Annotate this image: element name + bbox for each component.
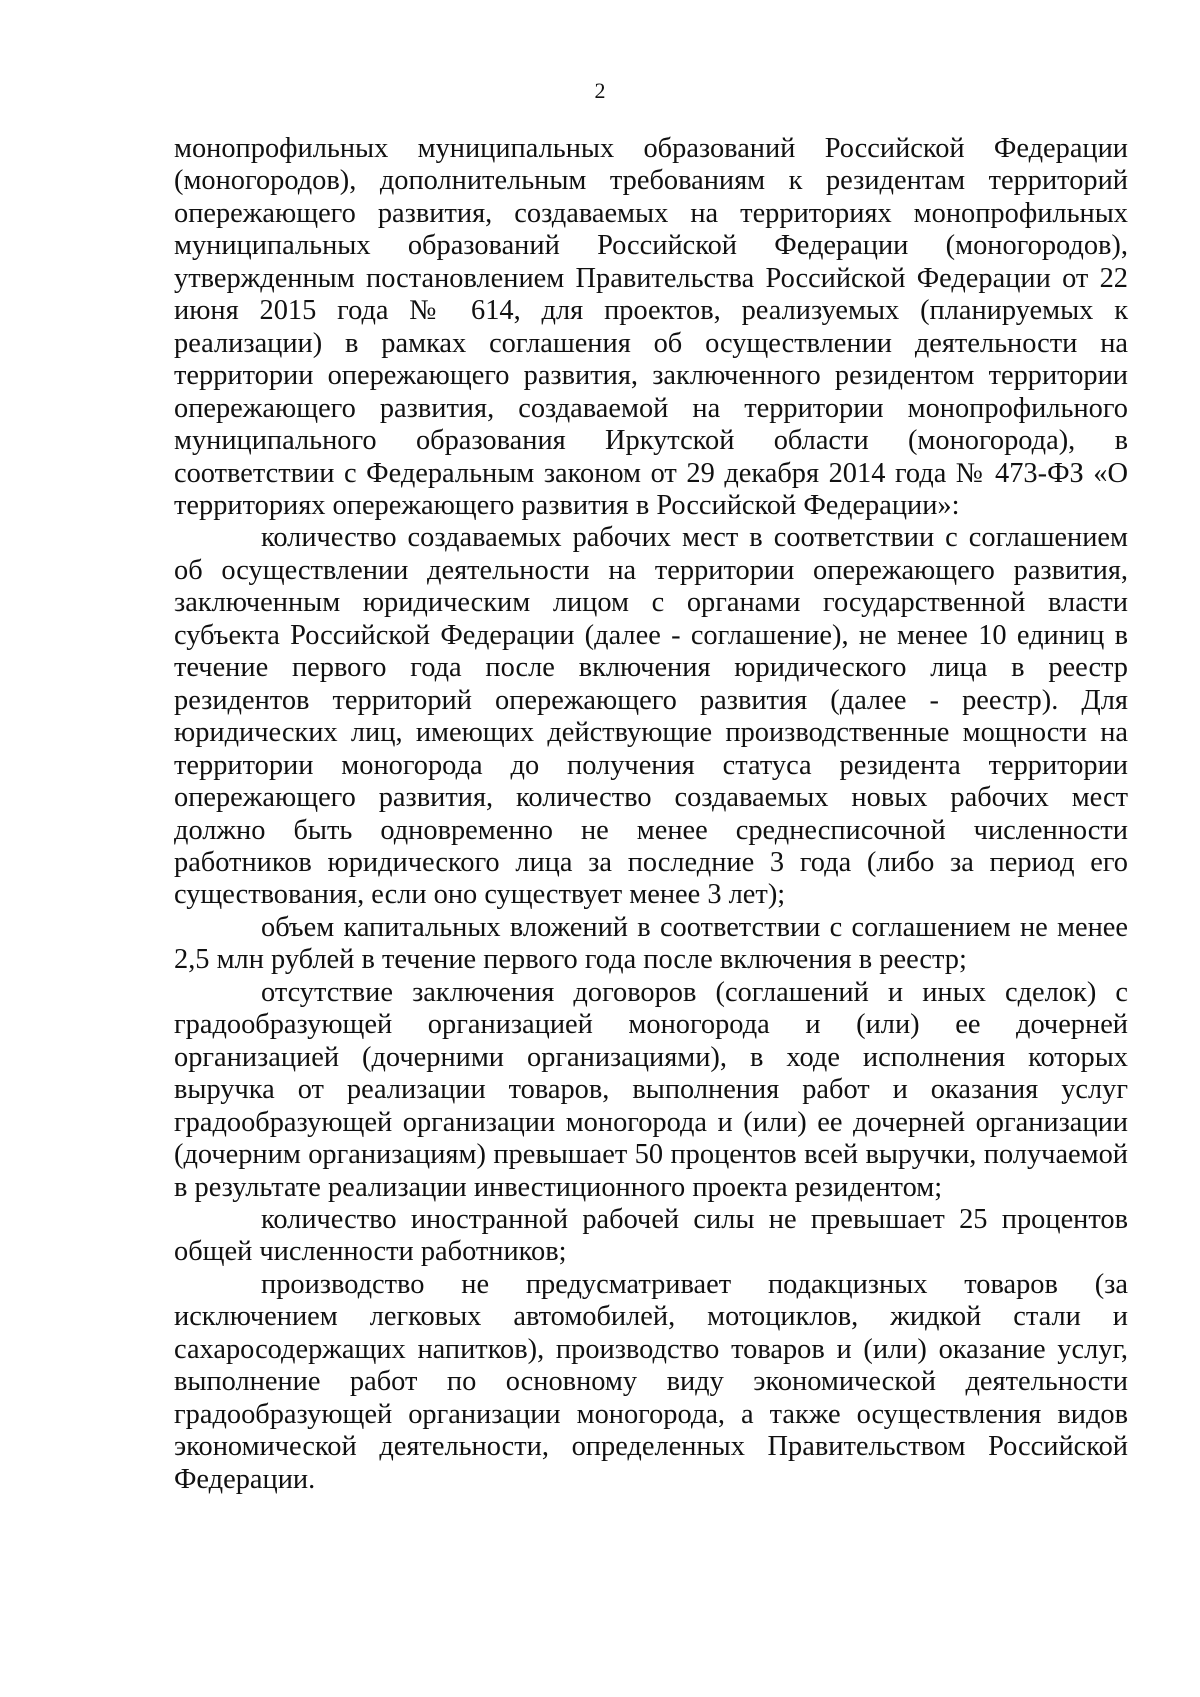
paragraph-jobs-requirement: количество создаваемых рабочих мест в соответствии с соглашением об осуществлении деятельности на территории опережающего развития, заключенным юридическим лицом с органами государственной власти субъекта Российской Федерации (далее - соглашение), не менее 10 единиц в течение первого года после включения юридического лица в реестр резидентов территорий опережающего развития (далее - реестр). Для юридических лиц, имеющих действующие производственные мощности на территории моногорода до получения статуса резидента территории опережающего развития, количество создаваемых новых рабочих мест должно быть одновременно не менее среднесписочной численности работников юридического лица за последние 3 года (либо за период его существования, если оно существует менее 3 лет); [174,522,1128,911]
paragraph-excise-goods: производство не предусматривает подакцизных товаров (за исключением легковых автомобилей, мотоциклов, жидкой стали и сахаросодержащих напитков), производство товаров и (или) оказание услуг, выполнение работ по основному виду экономической деятельности градообразующей организации моногорода, а также осуществления видов экономической деятельности, определенных Правительством Российской Федерации. [174,1268,1128,1495]
document-body [174,133,1128,1496]
paragraph-capital-investment: объем капитальных вложений в соответствии с соглашением не менее 2,5 млн рублей в течение первого года после включения в реестр; [174,911,1128,976]
page-number: 2 [594,78,606,103]
paragraph-foreign-labor: количество иностранной рабочей силы не превышает 25 процентов общей численности работников; [174,1203,1128,1268]
paragraph-contracts-restriction: отсутствие заключения договоров (соглашений и иных сделок) с градообразующей организацией моногорода и (или) ее дочерней организацией (дочерними организациями), в ходе исполнения которых выручка от реализации товаров, выполнения работ и оказания услуг градообразующей организации моногорода и (или) ее дочерней организации (дочерним организациям) превышает 50 процентов всей выручки, получаемой в результате реализации инвестиционного проекта резидентом; [174,976,1128,1203]
paragraph-continuation: монопрофильных муниципальных образований Российской Федерации (моногородов), дополнительным требованиям к резидентам территорий опережающего развития, создаваемых на территориях монопрофильных муниципальных образований Российской Федерации (моногородов), утвержденным постановлением Правительства Российской Федерации от 22 июня 2015 года № 614, для проектов, реализуемых (планируемых к реализации) в рамках соглашения об осуществлении деятельности на территории опережающего развития, заключенного резидентом территории опережающего развития, создаваемой на территории монопрофильного муниципального образования Иркутской области (моногорода), в соответствии с Федеральным законом от 29 декабря 2014 года № 473-ФЗ «О территориях опережающего развития в Российской Федерации»: [174,133,1128,521]
